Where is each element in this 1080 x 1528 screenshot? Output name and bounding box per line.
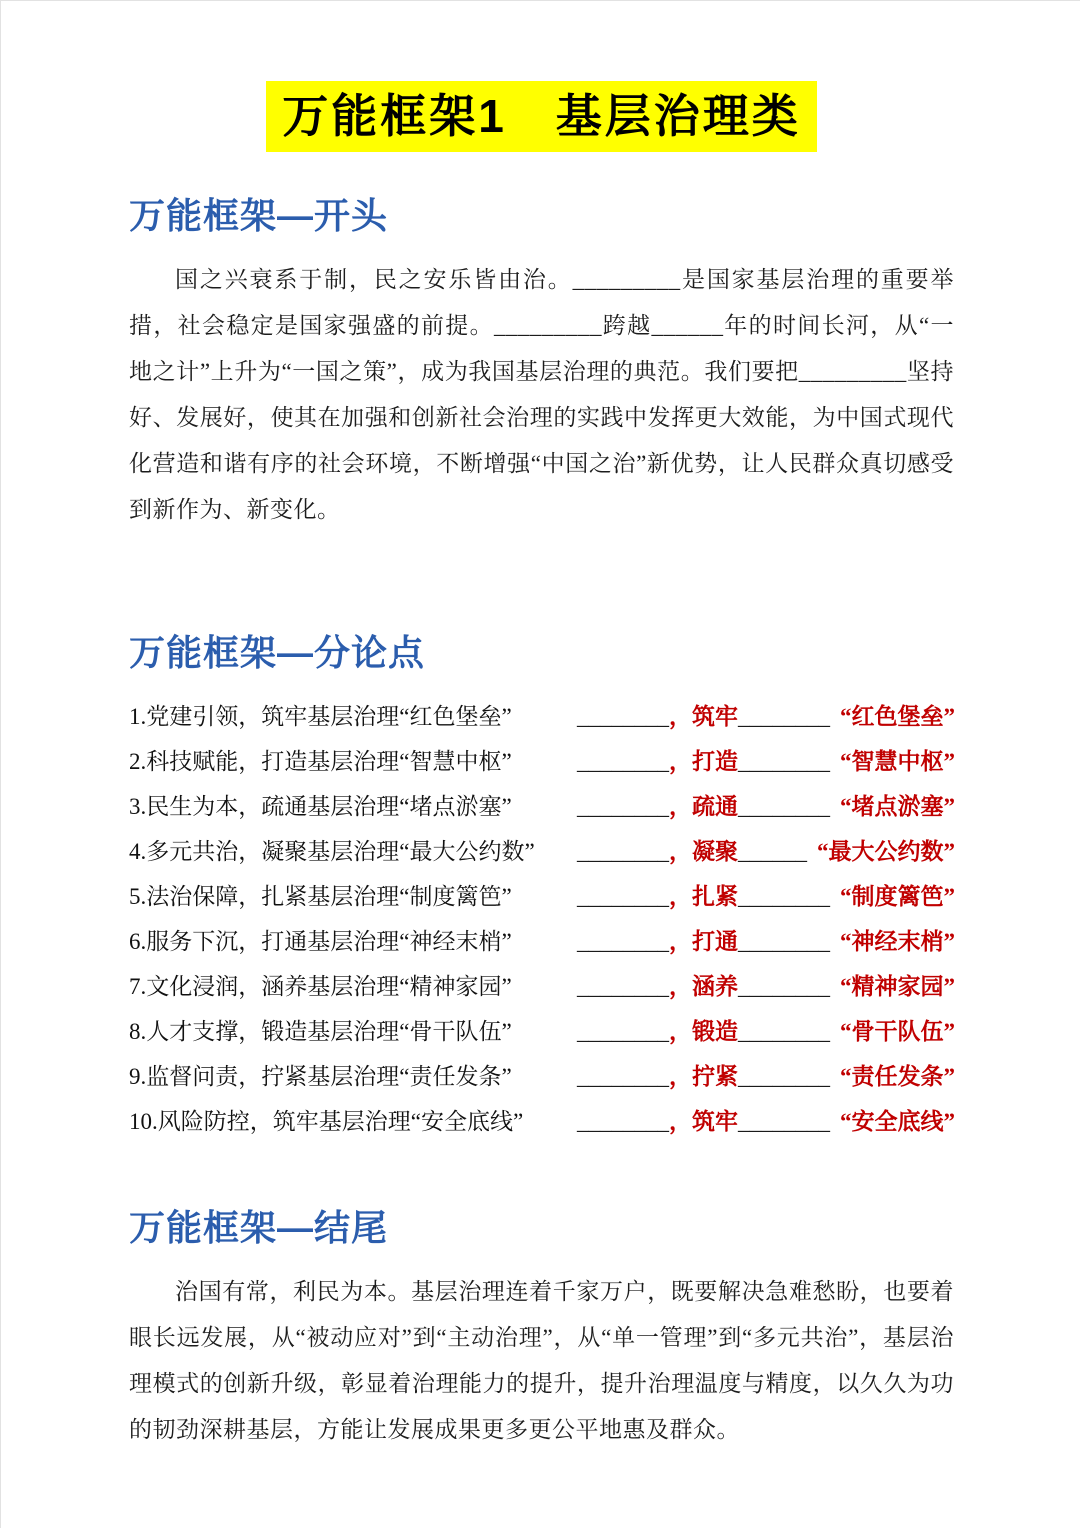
argument-term: “红色堡垒” [840, 703, 955, 729]
blank-line: ________ [577, 1018, 669, 1044]
argument-right [577, 784, 955, 829]
blank-line: ________ [577, 748, 669, 774]
argument-right [577, 874, 955, 919]
argument-left-text: 2.科技赋能，打造基层治理“智慧中枢” [129, 748, 512, 774]
argument-verb: ，筑牢 [669, 703, 738, 729]
section-heading-opening: 万能框架—开头 [129, 194, 389, 236]
blank-line: ______ [738, 838, 807, 864]
blank-line: ________ [577, 793, 669, 819]
argument-term: “骨干队伍” [840, 1018, 955, 1044]
argument-verb: ，扎紧 [669, 883, 738, 909]
argument-term: “最大公约数” [817, 838, 955, 864]
argument-row [129, 1009, 954, 1054]
argument-right [577, 739, 955, 784]
blank-line: ________ [577, 1108, 669, 1134]
argument-verb: ，拧紧 [669, 1063, 738, 1089]
argument-left-text: 1.党建引领，筑牢基层治理“红色堡垒” [129, 703, 512, 729]
argument-left-text: 10.风险防控，筑牢基层治理“安全底线” [129, 1108, 524, 1134]
section-heading-closing: 万能框架—结尾 [129, 1206, 389, 1248]
argument-verb: ，锻造 [669, 1018, 738, 1044]
argument-verb: ，打造 [669, 748, 738, 774]
blank-line: ________ [738, 1063, 830, 1089]
argument-row [129, 874, 954, 919]
argument-left-text: 6.服务下沉，打通基层治理“神经末梢” [129, 928, 512, 954]
page-title: 万能框架1 基层治理类 [266, 81, 817, 152]
argument-term: “责任发条” [840, 1063, 955, 1089]
opening-paragraph: 国之兴衰系于制，民之安乐皆由治。_________是国家基层治理的重要举措，社会稳定是国家强盛的前提。_________跨越______年的时间长河，从“一地之计”上升为“一国之策”，成为我国基层治理的典范。我们要把_________坚持好、发展好，使其在加强和创新社会治理的实践中发挥更大效能，为中国式现代化营造和谐有序的社会环境，不断增强“中国之治”新优势，让人民群众真切感受到新作为、新变化。 [129, 266, 954, 522]
argument-verb: ，疏通 [669, 793, 738, 819]
argument-verb: ，涵养 [669, 973, 738, 999]
argument-right [577, 694, 955, 739]
blank-line: ________ [738, 1108, 830, 1134]
blank-line: ________ [738, 973, 830, 999]
blank-line: ________ [577, 928, 669, 954]
argument-row [129, 829, 954, 874]
argument-row [129, 964, 954, 1009]
argument-right [577, 829, 955, 874]
argument-row [129, 784, 954, 829]
blank-line: ________ [738, 793, 830, 819]
argument-verb: ，筑牢 [669, 1108, 738, 1134]
argument-right [577, 964, 955, 1009]
argument-left-text: 7.文化浸润，涵养基层治理“精神家园” [129, 973, 512, 999]
argument-row [129, 1099, 954, 1144]
section-arguments [129, 625, 954, 1144]
argument-term: “堵点淤塞” [840, 793, 955, 819]
title-block [129, 81, 954, 152]
argument-term: “神经末梢” [840, 928, 955, 954]
blank-line: ________ [577, 703, 669, 729]
argument-left-text: 5.法治保障，扎紧基层治理“制度篱笆” [129, 883, 512, 909]
argument-right [577, 1054, 955, 1099]
argument-term: “安全底线” [840, 1108, 955, 1134]
argument-verb: ，打通 [669, 928, 738, 954]
argument-left-text: 4.多元共治，凝聚基层治理“最大公约数” [129, 838, 535, 864]
closing-paragraph: 治国有常，利民为本。基层治理连着千家万户，既要解决急难愁盼，也要着眼长远发展，从“被动应对”到“主动治理”，从“单一管理”到“多元共治”，基层治理模式的创新升级，彰显着治理能力的提升，提升治理温度与精度，以久久为功的韧劲深耕基层，方能让发展成果更多更公平地惠及群众。 [129, 1278, 954, 1442]
blank-line: ________ [738, 748, 830, 774]
argument-row [129, 1054, 954, 1099]
blank-line: ________ [738, 928, 830, 954]
argument-right [577, 1009, 955, 1054]
argument-row [129, 694, 954, 739]
blank-line: ________ [577, 883, 669, 909]
argument-left-text: 9.监督问责，拧紧基层治理“责任发条” [129, 1063, 512, 1089]
section-heading-arguments: 万能框架—分论点 [129, 631, 426, 673]
argument-term: “智慧中枢” [840, 748, 955, 774]
argument-row [129, 919, 954, 964]
argument-right [577, 1099, 955, 1144]
section-opening [129, 188, 954, 533]
blank-line: ________ [738, 703, 830, 729]
argument-row [129, 739, 954, 784]
argument-term: “制度篱笆” [840, 883, 955, 909]
blank-line: ________ [577, 838, 669, 864]
section-closing [129, 1200, 954, 1453]
argument-left-text: 8.人才支撑，锻造基层治理“骨干队伍” [129, 1018, 512, 1044]
argument-verb: ，凝聚 [669, 838, 738, 864]
argument-term: “精神家园” [840, 973, 955, 999]
blank-line: ________ [577, 973, 669, 999]
argument-right [577, 919, 955, 964]
blank-line: ________ [738, 883, 830, 909]
argument-left-text: 3.民生为本，疏通基层治理“堵点淤塞” [129, 793, 512, 819]
argument-list [129, 694, 954, 1144]
blank-line: ________ [738, 1018, 830, 1044]
blank-line: ________ [577, 1063, 669, 1089]
